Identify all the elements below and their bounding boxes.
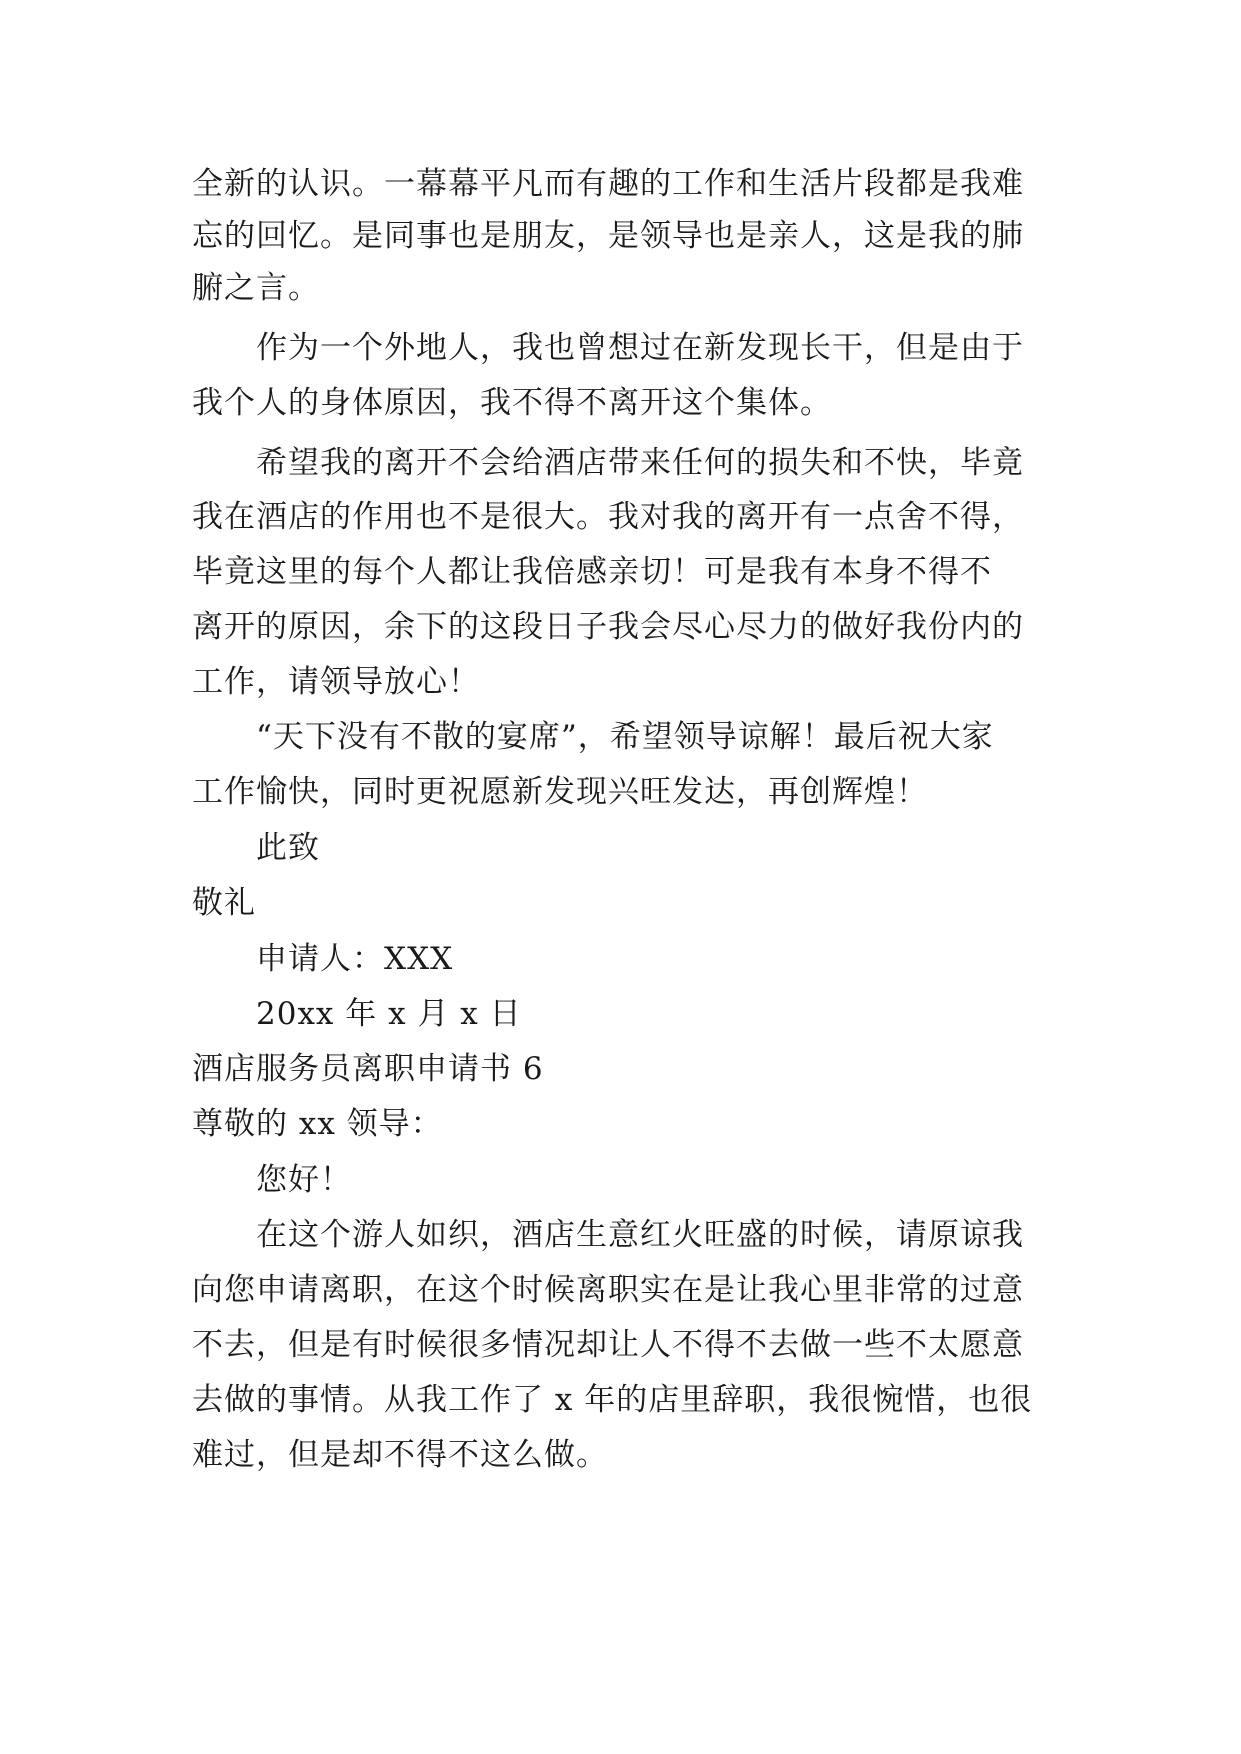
text-line: 工作，请领导放心！ bbox=[192, 664, 480, 700]
text-line: 希望我的离开不会给酒店带来任何的损失和不快，毕竟 bbox=[256, 445, 1024, 481]
closing-salutation: 此致 bbox=[256, 830, 320, 866]
text-line: “天下没有不散的宴席”，希望领导谅解！最后祝大家 bbox=[256, 719, 994, 755]
salutation: 尊敬的 xx 领导： bbox=[192, 1106, 443, 1142]
text-line: 腑之言。 bbox=[192, 270, 320, 306]
text-line: 难过，但是却不得不这么做。 bbox=[192, 1437, 608, 1473]
text-line: 我在酒店的作用也不是很大。我对我的离开有一点舍不得， bbox=[192, 499, 1024, 535]
text-line: 全新的认识。一幕幕平凡而有趣的工作和生活片段都是我难 bbox=[192, 166, 1024, 202]
text-line: 我个人的身体原因，我不得不离开这个集体。 bbox=[192, 385, 832, 421]
greeting: 您好！ bbox=[256, 1162, 352, 1198]
text-line: 忘的回忆。是同事也是朋友，是领导也是亲人，这是我的肺 bbox=[192, 218, 1024, 254]
text-line: 工作愉快，同时更祝愿新发现兴旺发达，再创辉煌！ bbox=[192, 774, 928, 810]
text-line: 去做的事情。从我工作了 x 年的店里辞职，我很惋惜，也很 bbox=[192, 1382, 1033, 1418]
section-title: 酒店服务员离职申请书 6 bbox=[192, 1051, 544, 1087]
text-line: 作为一个外地人，我也曾想过在新发现长干，但是由于 bbox=[256, 330, 1024, 366]
text-line: 向您申请离职，在这个时候离职实在是让我心里非常的过意 bbox=[192, 1272, 1024, 1308]
date-line: 20xx 年 x 月 x 日 bbox=[256, 996, 522, 1032]
text-line: 在这个游人如织，酒店生意红火旺盛的时候，请原谅我 bbox=[256, 1217, 1024, 1253]
text-line: 毕竟这里的每个人都让我倍感亲切！可是我有本身不得不 bbox=[192, 554, 992, 590]
text-line: 不去，但是有时候很多情况却让人不得不去做一些不太愿意 bbox=[192, 1327, 1024, 1363]
closing-regards: 敬礼 bbox=[192, 885, 256, 921]
applicant-signature: 申请人：XXX bbox=[256, 941, 454, 977]
text-line: 离开的原因，余下的这段日子我会尽心尽力的做好我份内的 bbox=[192, 609, 1024, 645]
